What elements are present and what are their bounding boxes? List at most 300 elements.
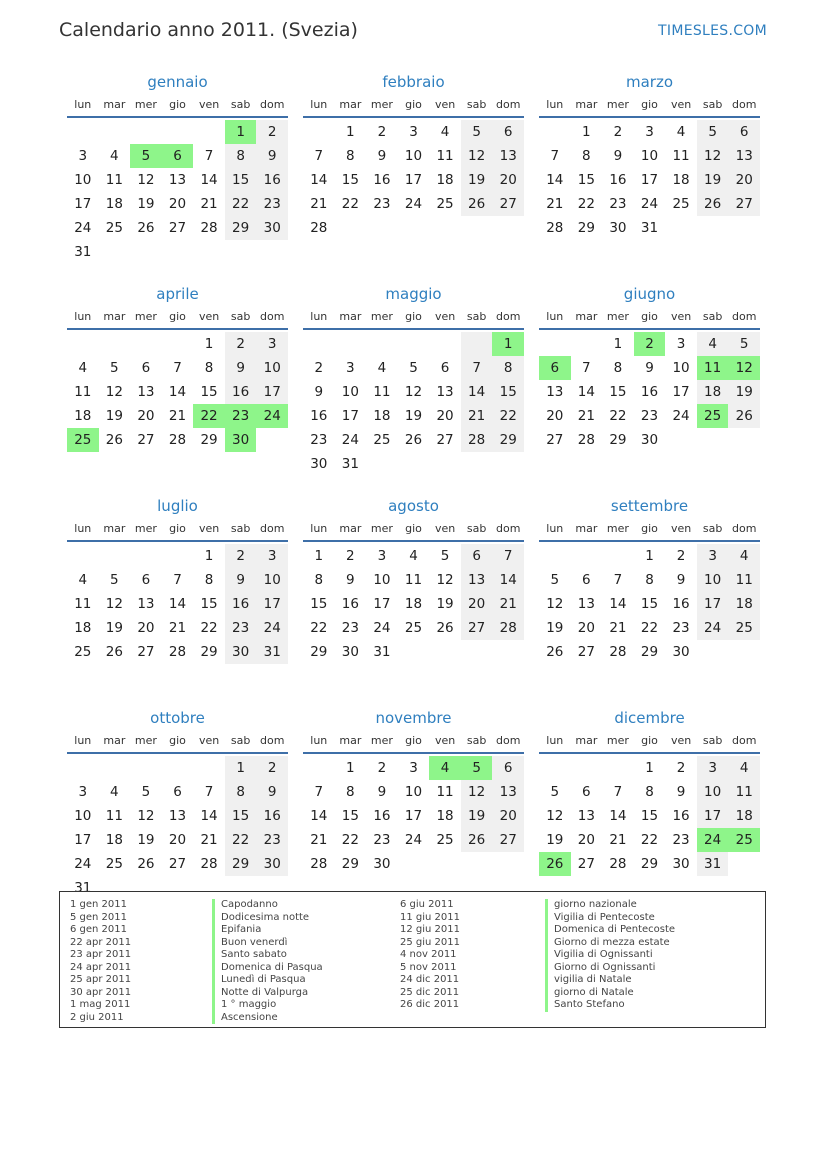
day-cell[interactable]: 17 [256, 592, 288, 616]
day-cell[interactable]: 28 [168, 432, 187, 448]
day-cell[interactable]: 1 [204, 548, 214, 564]
day-cell[interactable]: 14 [461, 380, 493, 404]
day-cell[interactable]: 27 [168, 220, 187, 236]
day-cell[interactable]: 12 [546, 596, 564, 612]
day-cell[interactable]: 19 [105, 620, 123, 636]
day-cell[interactable]: 5 [550, 784, 560, 800]
day-cell[interactable]: 3 [676, 336, 686, 352]
day-cell[interactable]: 13 [461, 568, 493, 592]
day-cell[interactable]: 4 [110, 784, 119, 800]
day-cell[interactable]: 12 [137, 808, 155, 824]
day-cell[interactable]: 1 [225, 756, 257, 780]
day-cell[interactable]: 21 [168, 620, 187, 636]
day-cell[interactable]: 17 [404, 808, 423, 824]
day-cell[interactable]: 19 [546, 832, 564, 848]
day-cell[interactable]: 19 [137, 832, 155, 848]
day-cell[interactable]: 22 [341, 832, 359, 848]
day-cell[interactable]: 8 [492, 356, 524, 380]
day-cell[interactable]: 16 [225, 592, 257, 616]
day-cell[interactable]: 22 [640, 832, 659, 848]
day-cell[interactable]: 29 [310, 644, 328, 660]
day-cell[interactable]: 25 [404, 620, 423, 636]
day-cell[interactable]: 26 [461, 828, 493, 852]
day-cell[interactable]: 11 [373, 384, 391, 400]
day-cell[interactable]: 11 [728, 780, 760, 804]
day-cell[interactable]: 6 [492, 756, 524, 780]
day-cell[interactable]: 3 [256, 332, 288, 356]
day-cell[interactable]: 22 [225, 192, 257, 216]
day-cell[interactable]: 18 [404, 596, 423, 612]
day-cell[interactable]: 20 [168, 196, 187, 212]
day-cell[interactable]: 10 [640, 148, 659, 164]
day-cell[interactable]: 1 [204, 336, 214, 352]
day-cell[interactable]: 26 [436, 620, 454, 636]
day-cell[interactable]: 22 [492, 404, 524, 428]
day-cell[interactable]: 20 [492, 168, 524, 192]
day-cell[interactable]: 9 [225, 568, 257, 592]
day-cell[interactable]: 3 [697, 756, 729, 780]
day-cell[interactable]: 8 [225, 780, 257, 804]
day-cell[interactable]: 18 [436, 808, 454, 824]
day-cell[interactable]: 3 [409, 124, 418, 140]
day-cell[interactable]: 16 [310, 408, 328, 424]
day-cell[interactable]: 27 [492, 192, 524, 216]
day-cell[interactable]: 29 [609, 432, 627, 448]
day-cell[interactable]: 26 [105, 644, 123, 660]
day-cell[interactable]: 5 [461, 120, 493, 144]
day-cell[interactable]: 13 [168, 808, 187, 824]
day-cell[interactable]: 17 [74, 196, 92, 212]
day-cell[interactable]: 1 [645, 760, 654, 776]
day-cell[interactable]: 14 [546, 172, 564, 188]
day-cell[interactable]: 16 [672, 596, 690, 612]
day-cell[interactable]: 6 [582, 784, 591, 800]
day-cell[interactable]: 2 [634, 332, 666, 356]
day-cell[interactable]: 20 [546, 408, 564, 424]
day-cell[interactable]: 2 [676, 760, 686, 776]
day-cell[interactable]: 25 [672, 196, 690, 212]
day-cell[interactable]: 2 [225, 544, 257, 568]
day-cell[interactable]: 24 [697, 828, 729, 852]
day-cell[interactable]: 3 [256, 544, 288, 568]
day-cell[interactable]: 30 [256, 852, 288, 876]
day-cell[interactable]: 2 [613, 124, 623, 140]
day-cell[interactable]: 6 [461, 544, 493, 568]
day-cell[interactable]: 28 [200, 220, 218, 236]
day-cell[interactable]: 15 [200, 596, 218, 612]
day-cell[interactable]: 4 [728, 544, 760, 568]
day-cell[interactable]: 9 [377, 148, 387, 164]
day-cell[interactable]: 23 [256, 192, 288, 216]
day-cell[interactable]: 19 [461, 168, 493, 192]
day-cell[interactable]: 7 [613, 784, 623, 800]
day-cell[interactable]: 28 [609, 856, 627, 872]
day-cell[interactable]: 18 [728, 592, 760, 616]
day-cell[interactable]: 11 [74, 596, 92, 612]
day-cell[interactable]: 21 [492, 592, 524, 616]
day-cell[interactable]: 17 [640, 172, 659, 188]
day-cell[interactable]: 20 [436, 408, 454, 424]
day-cell[interactable]: 21 [200, 196, 218, 212]
day-cell[interactable]: 31 [74, 880, 92, 896]
day-cell[interactable]: 16 [672, 808, 690, 824]
day-cell[interactable]: 15 [577, 172, 595, 188]
day-cell[interactable]: 15 [310, 596, 328, 612]
day-cell[interactable]: 11 [672, 148, 690, 164]
day-cell[interactable]: 23 [373, 196, 391, 212]
day-cell[interactable]: 8 [613, 360, 623, 376]
day-cell[interactable]: 15 [640, 596, 659, 612]
day-cell[interactable]: 10 [74, 808, 92, 824]
day-cell[interactable]: 3 [377, 548, 387, 564]
day-cell[interactable]: 6 [492, 120, 524, 144]
day-cell[interactable]: 7 [613, 572, 623, 588]
day-cell[interactable]: 25 [697, 404, 729, 428]
day-cell[interactable]: 29 [225, 216, 257, 240]
day-cell[interactable]: 10 [373, 572, 391, 588]
day-cell[interactable]: 26 [728, 404, 760, 428]
day-cell[interactable]: 4 [78, 572, 88, 588]
day-cell[interactable]: 11 [105, 808, 123, 824]
day-cell[interactable]: 27 [492, 828, 524, 852]
day-cell[interactable]: 4 [440, 124, 450, 140]
day-cell[interactable]: 26 [137, 220, 155, 236]
day-cell[interactable]: 6 [141, 360, 151, 376]
day-cell[interactable]: 15 [492, 380, 524, 404]
day-cell[interactable]: 30 [672, 644, 690, 660]
day-cell[interactable]: 27 [577, 856, 595, 872]
day-cell[interactable]: 23 [310, 432, 328, 448]
day-cell[interactable]: 9 [225, 356, 257, 380]
day-cell[interactable]: 6 [141, 572, 151, 588]
day-cell[interactable]: 9 [346, 572, 355, 588]
day-cell[interactable]: 4 [78, 360, 88, 376]
day-cell[interactable]: 17 [373, 596, 391, 612]
day-cell[interactable]: 24 [256, 616, 288, 640]
day-cell[interactable]: 19 [461, 804, 493, 828]
day-cell[interactable]: 18 [373, 408, 391, 424]
day-cell[interactable]: 20 [577, 620, 595, 636]
day-cell[interactable]: 8 [346, 148, 355, 164]
day-cell[interactable]: 9 [645, 360, 654, 376]
day-cell[interactable]: 3 [346, 360, 355, 376]
day-cell[interactable]: 16 [640, 384, 659, 400]
day-cell[interactable]: 9 [256, 780, 288, 804]
day-cell[interactable]: 10 [74, 172, 92, 188]
day-cell[interactable]: 16 [341, 596, 359, 612]
day-cell[interactable]: 1 [225, 120, 257, 144]
day-cell[interactable]: 2 [256, 120, 288, 144]
day-cell[interactable]: 6 [582, 572, 591, 588]
day-cell[interactable]: 2 [377, 760, 387, 776]
brand-link[interactable]: TIMESLES.COM [658, 23, 767, 39]
day-cell[interactable]: 11 [105, 172, 123, 188]
day-cell[interactable]: 26 [546, 644, 564, 660]
day-cell[interactable]: 2 [676, 548, 686, 564]
day-cell[interactable]: 25 [105, 220, 123, 236]
day-cell[interactable]: 12 [461, 144, 493, 168]
day-cell[interactable]: 2 [346, 548, 355, 564]
day-cell[interactable]: 28 [546, 220, 564, 236]
day-cell[interactable]: 23 [672, 620, 690, 636]
day-cell[interactable]: 26 [539, 852, 571, 876]
day-cell[interactable]: 28 [492, 616, 524, 640]
day-cell[interactable]: 17 [697, 592, 729, 616]
day-cell[interactable]: 28 [461, 428, 493, 452]
day-cell[interactable]: 17 [697, 804, 729, 828]
day-cell[interactable]: 18 [105, 832, 123, 848]
day-cell[interactable]: 10 [404, 784, 423, 800]
day-cell[interactable]: 16 [609, 172, 627, 188]
day-cell[interactable]: 19 [697, 168, 729, 192]
day-cell[interactable]: 4 [728, 756, 760, 780]
day-cell[interactable]: 7 [314, 148, 324, 164]
day-cell[interactable]: 10 [697, 568, 729, 592]
day-cell[interactable]: 30 [310, 456, 328, 472]
day-cell[interactable]: 13 [728, 144, 760, 168]
day-cell[interactable]: 30 [373, 856, 391, 872]
day-cell[interactable]: 2 [256, 756, 288, 780]
day-cell[interactable]: 1 [314, 548, 324, 564]
day-cell[interactable]: 30 [640, 432, 659, 448]
day-cell[interactable]: 14 [492, 568, 524, 592]
day-cell[interactable]: 25 [436, 832, 454, 848]
day-cell[interactable]: 21 [609, 832, 627, 848]
day-cell[interactable]: 29 [200, 644, 218, 660]
day-cell[interactable]: 4 [377, 360, 387, 376]
day-cell[interactable]: 1 [582, 124, 591, 140]
day-cell[interactable]: 24 [672, 408, 690, 424]
day-cell[interactable]: 16 [225, 380, 257, 404]
day-cell[interactable]: 8 [225, 144, 257, 168]
day-cell[interactable]: 29 [640, 644, 659, 660]
day-cell[interactable]: 9 [377, 784, 387, 800]
day-cell[interactable]: 21 [577, 408, 595, 424]
day-cell[interactable]: 27 [436, 432, 454, 448]
day-cell[interactable]: 25 [728, 828, 760, 852]
day-cell[interactable]: 6 [162, 144, 194, 168]
day-cell[interactable]: 18 [672, 172, 690, 188]
day-cell[interactable]: 14 [200, 808, 218, 824]
day-cell[interactable]: 9 [676, 572, 686, 588]
day-cell[interactable]: 10 [256, 356, 288, 380]
day-cell[interactable]: 18 [436, 172, 454, 188]
day-cell[interactable]: 22 [577, 196, 595, 212]
day-cell[interactable]: 30 [225, 428, 257, 452]
day-cell[interactable]: 9 [676, 784, 686, 800]
day-cell[interactable]: 28 [577, 432, 595, 448]
day-cell[interactable]: 8 [314, 572, 324, 588]
day-cell[interactable]: 12 [137, 172, 155, 188]
day-cell[interactable]: 14 [310, 172, 328, 188]
day-cell[interactable]: 28 [609, 644, 627, 660]
day-cell[interactable]: 21 [546, 196, 564, 212]
day-cell[interactable]: 21 [310, 832, 328, 848]
day-cell[interactable]: 29 [200, 432, 218, 448]
day-cell[interactable]: 8 [204, 572, 214, 588]
day-cell[interactable]: 22 [193, 404, 225, 428]
day-cell[interactable]: 11 [74, 384, 92, 400]
day-cell[interactable]: 11 [436, 784, 454, 800]
day-cell[interactable]: 6 [173, 784, 182, 800]
day-cell[interactable]: 9 [256, 144, 288, 168]
day-cell[interactable]: 25 [436, 196, 454, 212]
day-cell[interactable]: 16 [373, 172, 391, 188]
day-cell[interactable]: 18 [74, 408, 92, 424]
day-cell[interactable]: 25 [373, 432, 391, 448]
day-cell[interactable]: 19 [137, 196, 155, 212]
day-cell[interactable]: 19 [105, 408, 123, 424]
day-cell[interactable]: 28 [310, 220, 328, 236]
day-cell[interactable]: 4 [697, 332, 729, 356]
day-cell[interactable]: 20 [577, 832, 595, 848]
day-cell[interactable]: 31 [640, 220, 659, 236]
day-cell[interactable]: 12 [697, 144, 729, 168]
day-cell[interactable]: 15 [341, 172, 359, 188]
day-cell[interactable]: 13 [137, 384, 155, 400]
day-cell[interactable]: 1 [346, 760, 355, 776]
day-cell[interactable]: 5 [440, 548, 450, 564]
day-cell[interactable]: 2 [377, 124, 387, 140]
day-cell[interactable]: 2 [225, 332, 257, 356]
day-cell[interactable]: 3 [78, 148, 88, 164]
day-cell[interactable]: 26 [404, 432, 423, 448]
day-cell[interactable]: 28 [168, 644, 187, 660]
day-cell[interactable]: 25 [105, 856, 123, 872]
day-cell[interactable]: 9 [613, 148, 623, 164]
day-cell[interactable]: 10 [256, 568, 288, 592]
day-cell[interactable]: 10 [672, 360, 690, 376]
day-cell[interactable]: 10 [341, 384, 359, 400]
day-cell[interactable]: 13 [577, 596, 595, 612]
day-cell[interactable]: 15 [225, 168, 257, 192]
day-cell[interactable]: 20 [492, 804, 524, 828]
day-cell[interactable]: 11 [436, 148, 454, 164]
day-cell[interactable]: 5 [461, 756, 493, 780]
day-cell[interactable]: 4 [409, 548, 418, 564]
day-cell[interactable]: 17 [256, 380, 288, 404]
day-cell[interactable]: 22 [225, 828, 257, 852]
day-cell[interactable]: 6 [539, 356, 571, 380]
day-cell[interactable]: 12 [436, 572, 454, 588]
day-cell[interactable]: 14 [577, 384, 595, 400]
day-cell[interactable]: 30 [341, 644, 359, 660]
day-cell[interactable]: 8 [582, 148, 591, 164]
day-cell[interactable]: 23 [225, 404, 257, 428]
day-cell[interactable]: 29 [225, 852, 257, 876]
day-cell[interactable]: 26 [137, 856, 155, 872]
day-cell[interactable]: 4 [110, 148, 119, 164]
day-cell[interactable]: 18 [697, 380, 729, 404]
day-cell[interactable]: 16 [256, 168, 288, 192]
day-cell[interactable]: 1 [346, 124, 355, 140]
day-cell[interactable]: 24 [74, 856, 92, 872]
day-cell[interactable]: 14 [168, 596, 187, 612]
day-cell[interactable]: 12 [461, 780, 493, 804]
day-cell[interactable]: 13 [168, 172, 187, 188]
day-cell[interactable]: 25 [74, 644, 92, 660]
day-cell[interactable]: 7 [204, 148, 214, 164]
day-cell[interactable]: 21 [200, 832, 218, 848]
day-cell[interactable]: 27 [546, 432, 564, 448]
day-cell[interactable]: 12 [546, 808, 564, 824]
day-cell[interactable]: 15 [341, 808, 359, 824]
day-cell[interactable]: 27 [577, 644, 595, 660]
day-cell[interactable]: 4 [429, 756, 461, 780]
day-cell[interactable]: 3 [697, 544, 729, 568]
day-cell[interactable]: 31 [74, 244, 92, 260]
day-cell[interactable]: 3 [409, 760, 418, 776]
day-cell[interactable]: 5 [110, 360, 119, 376]
day-cell[interactable]: 13 [546, 384, 564, 400]
day-cell[interactable]: 22 [341, 196, 359, 212]
day-cell[interactable]: 13 [436, 384, 454, 400]
day-cell[interactable]: 28 [200, 856, 218, 872]
day-cell[interactable]: 15 [225, 804, 257, 828]
day-cell[interactable]: 23 [640, 408, 659, 424]
day-cell[interactable]: 7 [314, 784, 324, 800]
day-cell[interactable]: 15 [609, 384, 627, 400]
day-cell[interactable]: 5 [409, 360, 418, 376]
day-cell[interactable]: 22 [310, 620, 328, 636]
day-cell[interactable]: 7 [461, 356, 493, 380]
day-cell[interactable]: 13 [492, 780, 524, 804]
day-cell[interactable]: 7 [582, 360, 591, 376]
day-cell[interactable]: 5 [728, 332, 760, 356]
day-cell[interactable]: 20 [137, 408, 155, 424]
day-cell[interactable]: 17 [672, 384, 690, 400]
day-cell[interactable]: 10 [404, 148, 423, 164]
day-cell[interactable]: 24 [373, 620, 391, 636]
day-cell[interactable]: 25 [728, 616, 760, 640]
day-cell[interactable]: 3 [645, 124, 654, 140]
day-cell[interactable]: 26 [697, 192, 729, 216]
day-cell[interactable]: 18 [728, 804, 760, 828]
day-cell[interactable]: 7 [204, 784, 214, 800]
day-cell[interactable]: 24 [341, 432, 359, 448]
day-cell[interactable]: 24 [256, 404, 288, 428]
day-cell[interactable]: 23 [672, 832, 690, 848]
day-cell[interactable]: 29 [640, 856, 659, 872]
day-cell[interactable]: 24 [640, 196, 659, 212]
day-cell[interactable]: 15 [200, 384, 218, 400]
day-cell[interactable]: 23 [609, 196, 627, 212]
day-cell[interactable]: 19 [728, 380, 760, 404]
day-cell[interactable]: 3 [78, 784, 88, 800]
day-cell[interactable]: 22 [640, 620, 659, 636]
day-cell[interactable]: 25 [67, 428, 99, 452]
day-cell[interactable]: 22 [200, 620, 218, 636]
day-cell[interactable]: 8 [204, 360, 214, 376]
day-cell[interactable]: 7 [492, 544, 524, 568]
day-cell[interactable]: 31 [373, 644, 391, 660]
day-cell[interactable]: 1 [613, 336, 623, 352]
day-cell[interactable]: 21 [609, 620, 627, 636]
day-cell[interactable]: 27 [168, 856, 187, 872]
day-cell[interactable]: 14 [310, 808, 328, 824]
day-cell[interactable]: 31 [341, 456, 359, 472]
day-cell[interactable]: 20 [461, 592, 493, 616]
day-cell[interactable]: 5 [697, 120, 729, 144]
day-cell[interactable]: 1 [492, 332, 524, 356]
day-cell[interactable]: 27 [728, 192, 760, 216]
day-cell[interactable]: 7 [173, 360, 182, 376]
day-cell[interactable]: 21 [310, 196, 328, 212]
day-cell[interactable]: 5 [130, 144, 162, 168]
day-cell[interactable]: 18 [105, 196, 123, 212]
day-cell[interactable]: 24 [697, 616, 729, 640]
day-cell[interactable]: 2 [314, 360, 324, 376]
